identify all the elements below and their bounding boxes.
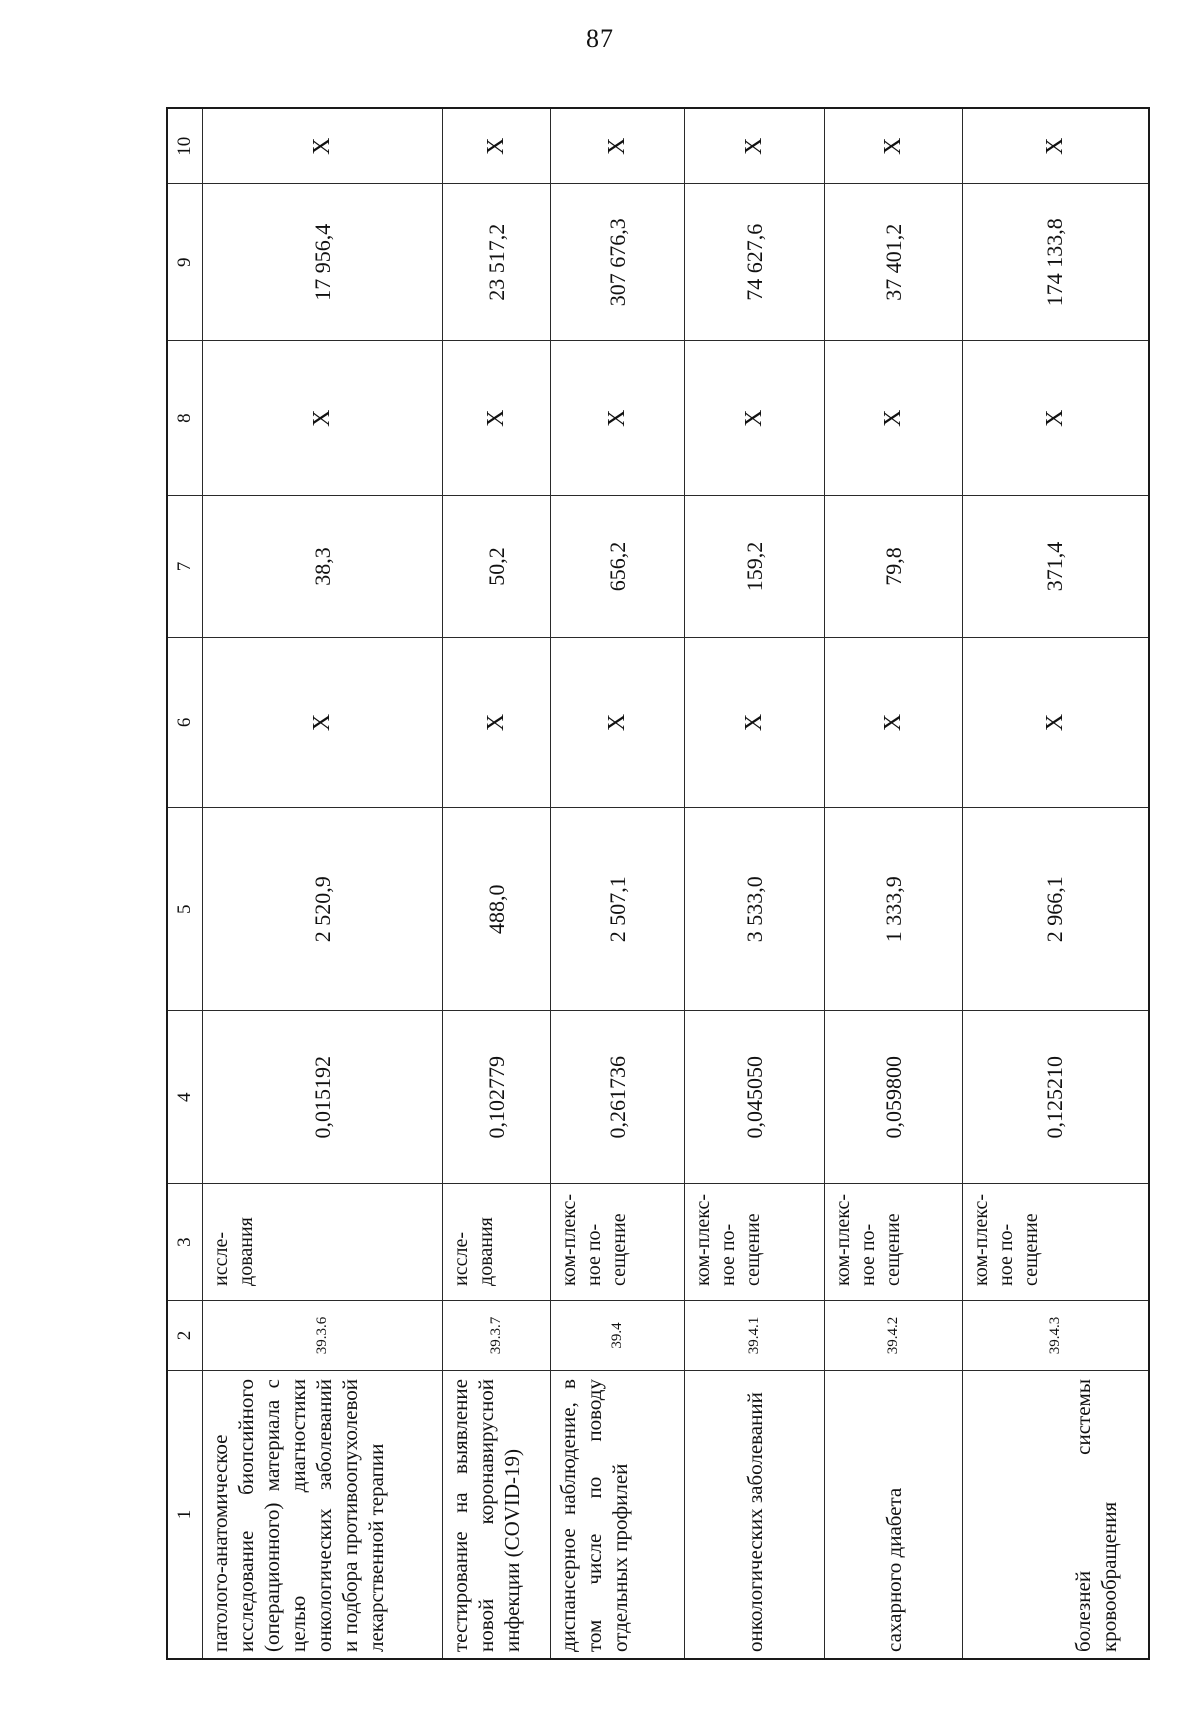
cell-value: 656,2: [551, 496, 685, 637]
row-code: 39.3.7: [443, 1300, 551, 1370]
table-row: [443, 108, 551, 1659]
cell-value: X: [551, 637, 685, 808]
cell-value: X: [963, 108, 1149, 184]
row-unit: иссле-дования: [203, 1184, 443, 1301]
column-number: 10: [167, 108, 203, 184]
cell-value: X: [203, 637, 443, 808]
rotated-table-frame: [166, 107, 1146, 1660]
row-unit: ком-плекс-ное по-сещение: [551, 1184, 685, 1301]
column-number: 4: [167, 1011, 203, 1184]
cell-value: X: [825, 108, 963, 184]
cell-value: 1 333,9: [825, 808, 963, 1011]
row-name: онкологических заболеваний: [685, 1371, 825, 1659]
cell-value: X: [203, 108, 443, 184]
cell-value: X: [443, 108, 551, 184]
cell-value: 0,102779: [443, 1011, 551, 1184]
row-code: 39.4.1: [685, 1300, 825, 1370]
row-name: сахарного диабета: [825, 1371, 963, 1659]
cell-value: X: [963, 340, 1149, 495]
cell-value: 3 533,0: [685, 808, 825, 1011]
data-table: [166, 107, 1150, 1660]
row-code: 39.4.3: [963, 1300, 1149, 1370]
cell-value: X: [685, 340, 825, 495]
cell-value: 0,261736: [551, 1011, 685, 1184]
cell-value: 2 520,9: [203, 808, 443, 1011]
column-number: 9: [167, 184, 203, 341]
column-number: 3: [167, 1184, 203, 1301]
cell-value: 0,125210: [963, 1011, 1149, 1184]
cell-value: 37 401,2: [825, 184, 963, 341]
cell-value: X: [203, 340, 443, 495]
table-row: [551, 108, 685, 1659]
table-row: [825, 108, 963, 1659]
cell-value: 371,4: [963, 496, 1149, 637]
row-code: 39.3.6: [203, 1300, 443, 1370]
cell-value: 0,015192: [203, 1011, 443, 1184]
cell-value: X: [551, 340, 685, 495]
column-number: 1: [167, 1371, 203, 1659]
row-name: диспансерное наблюдение, в том числе по поводу отдельных профилей: [551, 1371, 685, 1659]
cell-value: X: [825, 637, 963, 808]
cell-value: 307 676,3: [551, 184, 685, 341]
cell-value: X: [963, 637, 1149, 808]
row-code: 39.4: [551, 1300, 685, 1370]
column-number-row: [167, 108, 203, 1659]
column-number: 7: [167, 496, 203, 637]
cell-value: 74 627,6: [685, 184, 825, 341]
cell-value: 2 966,1: [963, 808, 1149, 1011]
row-unit: иссле-дования: [443, 1184, 551, 1301]
column-number: 8: [167, 340, 203, 495]
cell-value: X: [551, 108, 685, 184]
table-row: [203, 108, 443, 1659]
cell-value: X: [825, 340, 963, 495]
column-number: 5: [167, 808, 203, 1011]
cell-value: 159,2: [685, 496, 825, 637]
table-row: [963, 108, 1149, 1659]
row-unit: ком-плекс-ное по-сещение: [825, 1184, 963, 1301]
row-name: болезней системы кровообращения: [963, 1371, 1149, 1659]
page-number: 87: [586, 24, 614, 53]
row-unit: ком-плекс-ное по-сещение: [963, 1184, 1149, 1301]
cell-value: 17 956,4: [203, 184, 443, 341]
row-unit: ком-плекс-ное по-сещение: [685, 1184, 825, 1301]
table-row: [685, 108, 825, 1659]
cell-value: 488,0: [443, 808, 551, 1011]
cell-value: 23 517,2: [443, 184, 551, 341]
column-number: 6: [167, 637, 203, 808]
row-name: тестирование на выявление новой коронавирусной инфекции (COVID-19): [443, 1371, 551, 1659]
cell-value: 174 133,8: [963, 184, 1149, 341]
cell-value: 50,2: [443, 496, 551, 637]
cell-value: 79,8: [825, 496, 963, 637]
row-code: 39.4.2: [825, 1300, 963, 1370]
cell-value: 2 507,1: [551, 808, 685, 1011]
cell-value: X: [443, 637, 551, 808]
cell-value: 38,3: [203, 496, 443, 637]
column-number: 2: [167, 1300, 203, 1370]
cell-value: X: [685, 637, 825, 808]
cell-value: 0,059800: [825, 1011, 963, 1184]
cell-value: X: [443, 340, 551, 495]
row-name: патолого-анатомическое исследование биопсийного (операционного) материала с целью диагностики онкологических заболеваний и подбора противоопухолевой лекарственной терапии: [203, 1371, 443, 1659]
cell-value: X: [685, 108, 825, 184]
cell-value: 0,045050: [685, 1011, 825, 1184]
